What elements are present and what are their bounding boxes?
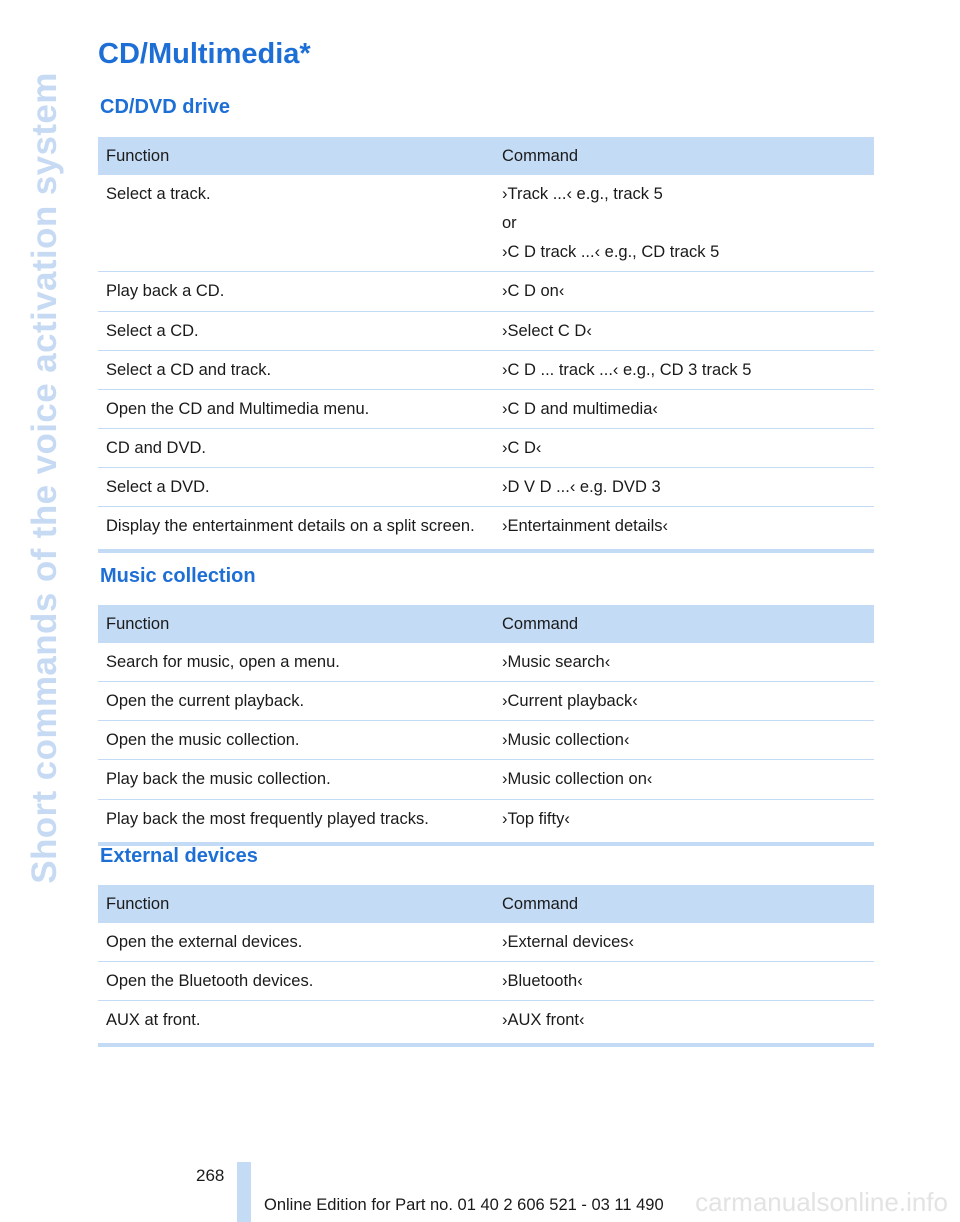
function-cell: Play back the music collection.: [98, 760, 494, 799]
command-cell: [494, 1001, 874, 1046]
function-cell: Select a DVD.: [98, 467, 494, 506]
command-cell: [494, 428, 874, 467]
function-cell: Open the CD and Multimedia menu.: [98, 389, 494, 428]
page-title: CD/Multimedia*: [98, 38, 311, 70]
side-chapter-title: [20, 40, 70, 915]
command-line: ›Music search‹: [502, 653, 611, 672]
command-line: ›External devices‹: [502, 933, 635, 952]
header-function: Function: [98, 605, 494, 643]
command-line: ›Entertainment details‹: [502, 517, 668, 536]
command-line: ›D V D ...‹ e.g. DVD 3: [502, 477, 661, 496]
command-line: or: [502, 214, 517, 233]
function-cell: Select a track.: [98, 175, 494, 272]
table-row: [98, 507, 874, 552]
command-cell: [494, 389, 874, 428]
command-cell: [494, 682, 874, 721]
section-title-external-devices: External devices: [100, 845, 258, 867]
section-title-music-collection: Music collection: [100, 565, 256, 587]
command-cell: [494, 962, 874, 1001]
function-cell: Display the entertainment details on a split screen.: [98, 507, 494, 552]
function-cell: Open the external devices.: [98, 923, 494, 962]
command-line: ›C D and multimedia‹: [502, 399, 658, 418]
command-cell: [494, 643, 874, 682]
section-title-cd-dvd: CD/DVD drive: [100, 96, 231, 118]
header-function: Function: [98, 137, 494, 175]
table-row: [98, 643, 874, 682]
table-external-devices: [98, 885, 874, 1047]
edition-text: Online Edition for Part no. 01 40 2 606 521 - 03 11 490: [264, 1196, 664, 1214]
table-row: [98, 923, 874, 962]
command-line: ›AUX front‹: [502, 1011, 585, 1030]
function-cell: Open the current playback.: [98, 682, 494, 721]
table-music-collection: [98, 605, 874, 846]
table-header-row: [98, 137, 874, 175]
function-cell: Play back the most frequently played tracks.: [98, 799, 494, 844]
command-cell: [494, 799, 874, 844]
command-line: ›Bluetooth‹: [502, 972, 583, 991]
function-cell: Search for music, open a menu.: [98, 643, 494, 682]
command-line: ›Select C D‹: [502, 321, 592, 340]
function-cell: Select a CD.: [98, 311, 494, 350]
header-command: Command: [494, 885, 874, 923]
header-command: Command: [494, 605, 874, 643]
function-cell: Open the music collection.: [98, 721, 494, 760]
table-row: [98, 175, 874, 272]
command-cell: [494, 507, 874, 552]
command-line: ›C D track ...‹ e.g., CD track 5: [502, 243, 720, 262]
command-cell: [494, 175, 874, 272]
table-row: [98, 311, 874, 350]
command-line: ›Music collection on‹: [502, 770, 653, 789]
table-row: [98, 721, 874, 760]
side-chapter-title-text: Short commands of the voice activation system: [25, 71, 64, 884]
command-cell: [494, 350, 874, 389]
command-cell: [494, 760, 874, 799]
command-line: ›Current playback‹: [502, 692, 638, 711]
header-command: Command: [494, 137, 874, 175]
table-header-row: [98, 605, 874, 643]
page-number: 268: [196, 1166, 225, 1185]
header-function: Function: [98, 885, 494, 923]
command-cell: [494, 311, 874, 350]
table-row: [98, 760, 874, 799]
table-cd-dvd: [98, 137, 874, 553]
table-row: [98, 799, 874, 844]
function-cell: Select a CD and track.: [98, 350, 494, 389]
table-row: [98, 467, 874, 506]
function-cell: AUX at front.: [98, 1001, 494, 1046]
table-row: [98, 428, 874, 467]
command-line: ›C D ... track ...‹ e.g., CD 3 track 5: [502, 360, 752, 379]
function-cell: CD and DVD.: [98, 428, 494, 467]
command-cell: [494, 467, 874, 506]
table-row: [98, 272, 874, 311]
watermark-text: carmanualsonline.info: [695, 1187, 948, 1217]
table-row: [98, 682, 874, 721]
command-line: ›Top fifty‹: [502, 809, 570, 828]
command-cell: [494, 272, 874, 311]
command-line: ›Track ...‹ e.g., track 5: [502, 185, 663, 204]
command-cell: [494, 923, 874, 962]
function-cell: Play back a CD.: [98, 272, 494, 311]
footer-accent-bar: [237, 1162, 251, 1222]
table-row: [98, 389, 874, 428]
table-row: [98, 962, 874, 1001]
command-line: ›C D‹: [502, 438, 542, 457]
table-row: [98, 350, 874, 389]
table-header-row: [98, 885, 874, 923]
command-line: ›C D on‹: [502, 282, 565, 301]
command-cell: [494, 721, 874, 760]
function-cell: Open the Bluetooth devices.: [98, 962, 494, 1001]
table-row: [98, 1001, 874, 1046]
command-line: ›Music collection‹: [502, 731, 630, 750]
